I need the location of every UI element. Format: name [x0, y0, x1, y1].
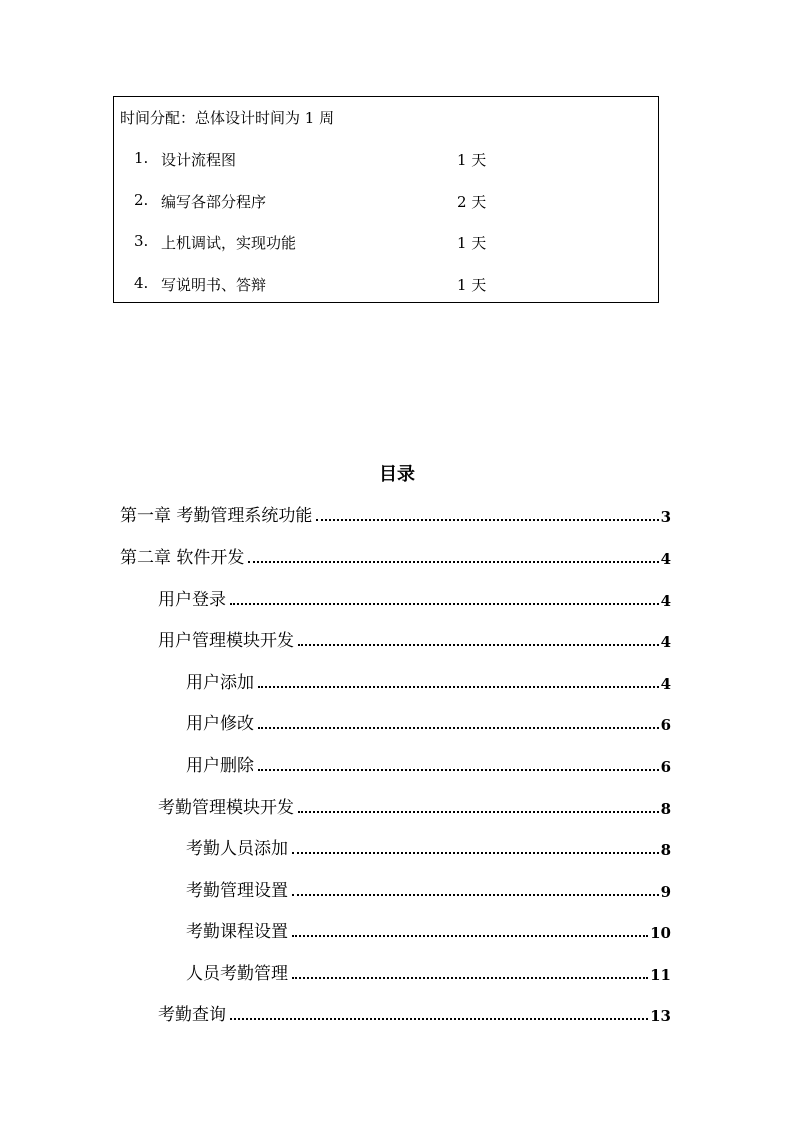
- toc-entry[interactable]: [120, 544, 671, 568]
- toc-entry-label: 考勤管理设置: [186, 881, 288, 901]
- toc-entry[interactable]: [158, 794, 671, 818]
- toc-entry[interactable]: [120, 502, 671, 526]
- toc-leader-dots: [258, 727, 659, 729]
- toc-page-number: 4: [660, 550, 671, 568]
- toc-entry-label: 用户登录: [158, 590, 226, 610]
- toc-leader-dots: [230, 1018, 648, 1020]
- task-duration: 2 天: [457, 193, 487, 211]
- task-row: [114, 149, 658, 171]
- schedule-title: 时间分配：总体设计时间为 1 周: [120, 109, 335, 127]
- toc-entry-label: 用户删除: [186, 756, 254, 776]
- toc-page-number: 6: [660, 716, 671, 734]
- schedule-box: [113, 96, 659, 303]
- toc-entry[interactable]: [186, 960, 671, 984]
- task-name: 编写各部分程序: [161, 193, 267, 211]
- task-row: [114, 274, 658, 296]
- task-duration: 1 天: [457, 276, 487, 294]
- task-number: 1.: [134, 149, 149, 167]
- task-number: 2.: [134, 191, 149, 209]
- toc-entry-label: 用户添加: [186, 673, 254, 693]
- toc-page-number: 3: [660, 508, 671, 526]
- toc-entry[interactable]: [158, 1001, 671, 1025]
- toc-page-number: 11: [650, 966, 671, 984]
- toc-leader-dots: [316, 519, 658, 521]
- toc-entry-label: 考勤管理模块开发: [158, 798, 294, 818]
- toc-entry-label: 人员考勤管理: [186, 964, 288, 984]
- toc-page-number: 4: [660, 592, 671, 610]
- toc-page-number: 4: [660, 633, 671, 651]
- toc-title: 目录: [379, 464, 415, 485]
- toc-page-number: 9: [660, 883, 671, 901]
- toc-page-number: 6: [660, 758, 671, 776]
- task-duration: 1 天: [457, 234, 487, 252]
- toc-entry[interactable]: [158, 627, 671, 651]
- task-number: 3.: [134, 232, 149, 250]
- toc-leader-dots: [292, 894, 659, 896]
- toc-entry-label: 第二章 软件开发: [120, 548, 245, 568]
- toc-page-number: 13: [650, 1007, 671, 1025]
- toc-leader-dots: [292, 935, 648, 937]
- task-number: 4.: [134, 274, 149, 292]
- toc-leader-dots: [248, 561, 658, 563]
- toc-leader-dots: [258, 686, 659, 688]
- task-name: 写说明书、答辩: [161, 276, 267, 294]
- toc-leader-dots: [292, 852, 659, 854]
- toc-leader-dots: [292, 977, 648, 979]
- toc-leader-dots: [298, 644, 659, 646]
- toc-page-number: 10: [650, 924, 671, 942]
- toc-entry[interactable]: [186, 710, 671, 734]
- toc-page-number: 8: [660, 841, 671, 859]
- toc-leader-dots: [230, 603, 659, 605]
- toc-entry[interactable]: [186, 877, 671, 901]
- toc-entry-label: 用户修改: [186, 714, 254, 734]
- toc-entry[interactable]: [186, 835, 671, 859]
- task-name: 设计流程图: [161, 151, 237, 169]
- task-duration: 1 天: [457, 151, 487, 169]
- toc-entry-label: 考勤课程设置: [186, 922, 288, 942]
- task-row: [114, 191, 658, 213]
- toc-page-number: 4: [660, 675, 671, 693]
- task-row: [114, 232, 658, 254]
- toc-leader-dots: [258, 769, 659, 771]
- toc-entry-label: 考勤查询: [158, 1005, 226, 1025]
- toc-entry-label: 用户管理模块开发: [158, 631, 294, 651]
- toc-entry[interactable]: [186, 669, 671, 693]
- task-name: 上机调试，实现功能: [161, 234, 297, 252]
- toc-entry[interactable]: [186, 752, 671, 776]
- toc-entry[interactable]: [186, 918, 671, 942]
- toc-entry[interactable]: [158, 586, 671, 610]
- toc-entry-label: 考勤人员添加: [186, 839, 288, 859]
- toc-page-number: 8: [660, 800, 671, 818]
- toc-entry-label: 第一章 考勤管理系统功能: [120, 506, 313, 526]
- toc-leader-dots: [298, 811, 659, 813]
